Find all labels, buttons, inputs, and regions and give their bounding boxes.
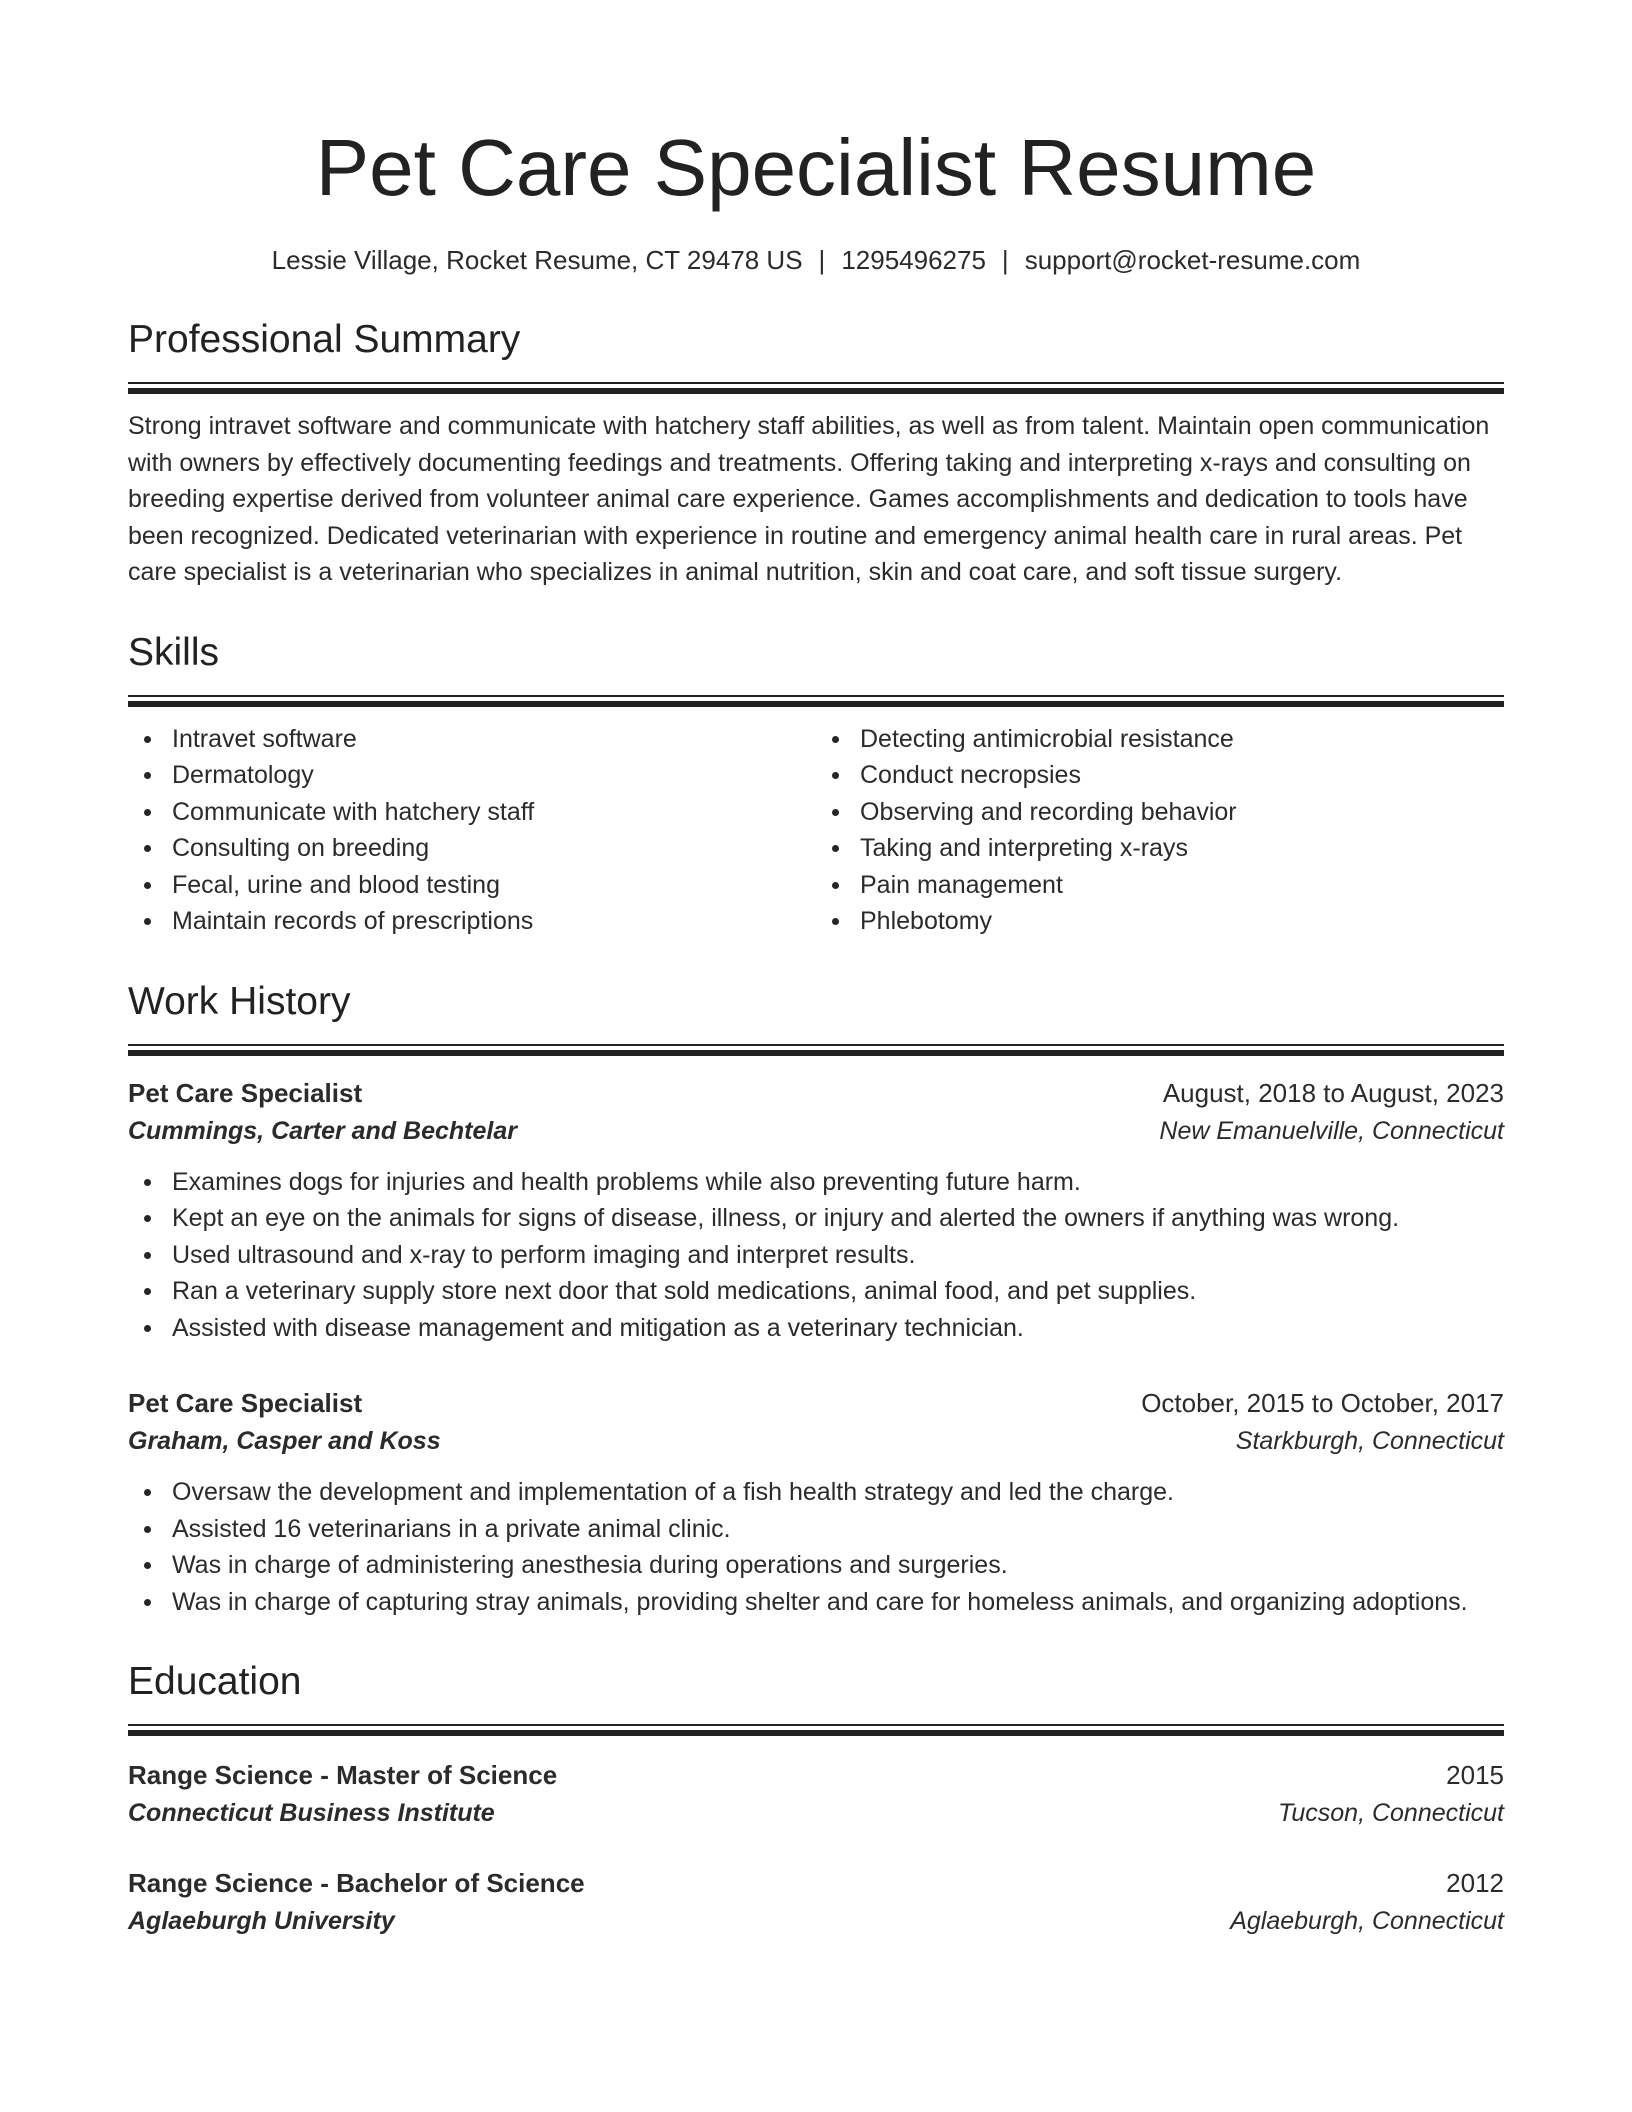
- contact-separator: |: [1001, 245, 1009, 275]
- job-entry: [128, 1074, 1504, 1347]
- skills-column-left: [128, 721, 816, 940]
- education-degree: Range Science - Master of Science: [128, 1760, 558, 1790]
- job-title-row: [128, 1074, 1504, 1112]
- education-section: [128, 1658, 1504, 1940]
- resume-title: Pet Care Specialist Resume: [315, 123, 1317, 212]
- section-divider: [128, 382, 1504, 394]
- job-title: Pet Care Specialist: [128, 1388, 363, 1418]
- skill-item: Consulting on breeding: [172, 830, 816, 867]
- education-entry: [128, 1864, 1504, 1940]
- summary-heading: Professional Summary: [128, 318, 521, 361]
- contact-email: support@rocket-resume.com: [1024, 245, 1361, 275]
- education-degree-row: [128, 1756, 1504, 1794]
- contact-phone: 1295496275: [841, 245, 986, 275]
- education-location: Tucson, Connecticut: [1277, 1799, 1504, 1827]
- job-duties-list: [128, 1474, 1504, 1620]
- skills-grid: [128, 721, 1504, 940]
- job-duty: Ran a veterinary supply store next door that sold medications, animal food, and pet supplies.: [172, 1273, 1504, 1310]
- skill-item: Pain management: [860, 867, 1504, 904]
- skill-item: Conduct necropsies: [860, 757, 1504, 794]
- education-entry: [128, 1756, 1504, 1832]
- skill-item: Dermatology: [172, 757, 816, 794]
- job-location: New Emanuelville, Connecticut: [1159, 1116, 1504, 1145]
- skills-heading: Skills: [128, 630, 220, 674]
- job-duties-list: [128, 1164, 1504, 1347]
- contact-separator: |: [818, 245, 826, 275]
- section-divider: [128, 695, 1504, 707]
- skill-item: Intravet software: [172, 721, 816, 758]
- job-duty: Used ultrasound and x-ray to perform imaging and interpret results.: [172, 1237, 1504, 1274]
- contact-line: [128, 242, 1504, 278]
- skill-item: Phlebotomy: [860, 903, 1504, 940]
- job-entry: [128, 1384, 1504, 1620]
- education-degree: Range Science - Bachelor of Science: [128, 1868, 585, 1898]
- work-history-section: [128, 978, 1504, 1621]
- job-duty: Was in charge of administering anesthesia during operations and surgeries.: [172, 1547, 1504, 1584]
- contact-address: Lessie Village, Rocket Resume, CT 29478 US: [271, 245, 803, 275]
- education-heading: Education: [128, 1660, 302, 1703]
- skill-item: Maintain records of prescriptions: [172, 903, 816, 940]
- section-divider: [128, 1724, 1504, 1736]
- education-location: Aglaeburgh, Connecticut: [1230, 1907, 1504, 1935]
- skill-item: Fecal, urine and blood testing: [172, 867, 816, 904]
- summary-text: Strong intravet software and communicate with hatchery staff abilities, as well as from talent. Maintain open communication with owners by effectively documenting feedings and treatments. Offering taking and interpreting x-rays and consulting on breeding expertise derived from volunteer animal care experience. Games accomplishments and dedication to tools have been recognized. Dedicated veterinarian with experience in routine and emergency animal health care in rural areas. Pet care specialist is a veterinarian who specializes in animal nutrition, skin and coat care, and soft tissue surgery.: [128, 412, 1490, 586]
- education-school-row: [128, 1794, 1504, 1832]
- skills-column-right: [816, 721, 1504, 940]
- job-employer: Cummings, Carter and Bechtelar: [128, 1116, 517, 1145]
- skill-item: Observing and recording behavior: [860, 794, 1504, 831]
- job-duty: Examines dogs for injuries and health problems while also preventing future harm.: [172, 1164, 1504, 1201]
- job-duty: Oversaw the development and implementation of a fish health strategy and led the charge.: [172, 1474, 1504, 1511]
- education-school: Aglaeburgh University: [128, 1907, 395, 1935]
- skills-section: [128, 629, 1504, 940]
- education-school: Connecticut Business Institute: [128, 1799, 495, 1827]
- work-history-heading: Work History: [128, 979, 351, 1023]
- job-duty: Kept an eye on the animals for signs of disease, illness, or injury and alerted the owners if anything was wrong.: [172, 1200, 1504, 1237]
- education-degree-row: [128, 1864, 1504, 1902]
- job-title: Pet Care Specialist: [128, 1077, 363, 1108]
- education-year: 2012: [1446, 1868, 1504, 1898]
- job-duty: Assisted 16 veterinarians in a private animal clinic.: [172, 1511, 1504, 1548]
- job-title-row: [128, 1384, 1504, 1422]
- job-dates: August, 2018 to August, 2023: [1162, 1077, 1504, 1108]
- section-divider: [128, 1044, 1504, 1056]
- job-employer-row: [128, 1112, 1504, 1150]
- job-duty: Was in charge of capturing stray animals, providing shelter and care for homeless animals, and organizing adoptions.: [172, 1584, 1504, 1621]
- skill-item: Communicate with hatchery staff: [172, 794, 816, 831]
- skill-item: Detecting antimicrobial resistance: [860, 721, 1504, 758]
- skill-item: Taking and interpreting x-rays: [860, 830, 1504, 867]
- job-employer: Graham, Casper and Koss: [128, 1427, 441, 1455]
- education-year: 2015: [1446, 1760, 1504, 1790]
- job-location: Starkburgh, Connecticut: [1235, 1427, 1504, 1455]
- summary-section: [128, 316, 1504, 591]
- job-duty: Assisted with disease management and mitigation as a veterinary technician.: [172, 1310, 1504, 1347]
- job-employer-row: [128, 1422, 1504, 1460]
- job-dates: October, 2015 to October, 2017: [1141, 1388, 1504, 1418]
- education-school-row: [128, 1902, 1504, 1940]
